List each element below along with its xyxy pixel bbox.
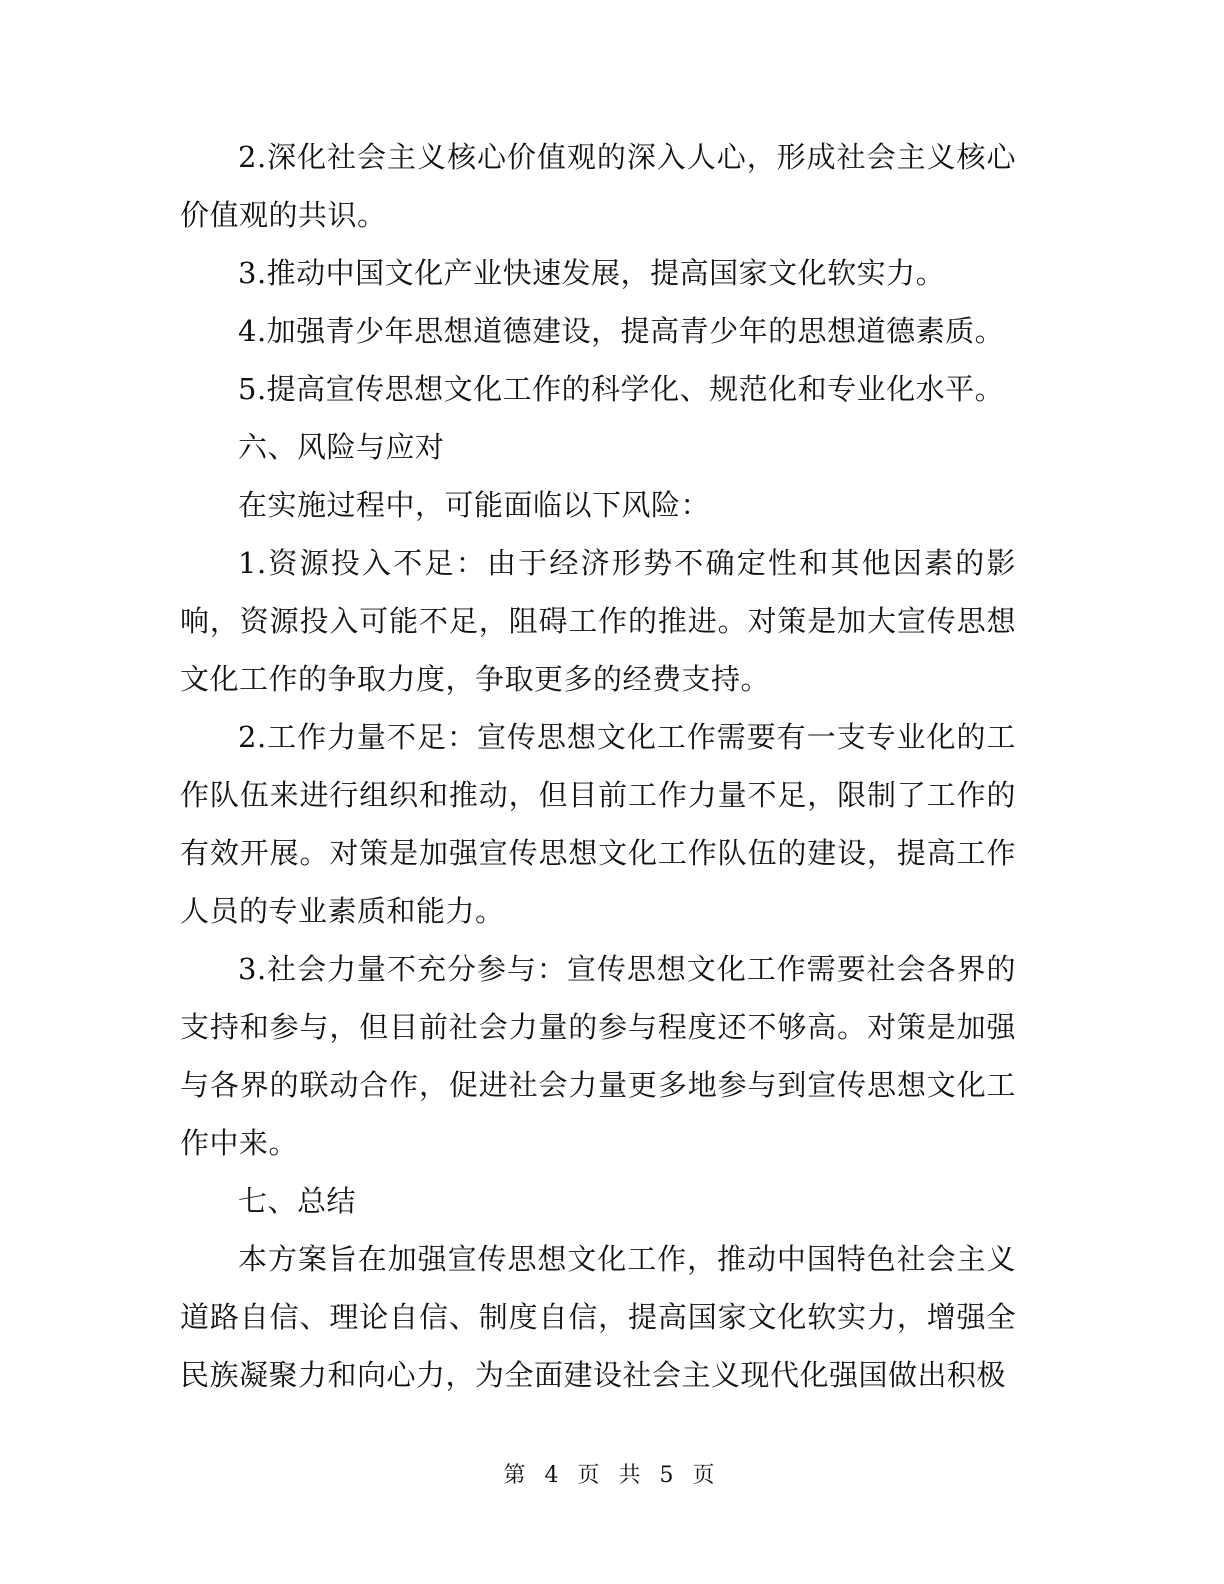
paragraph-goal-2: 2.深化社会主义核心价值观的深入人心，形成社会主义核心价值观的共识。 bbox=[180, 140, 1016, 232]
paragraph-risks-intro: 在实施过程中，可能面临以下风险： bbox=[238, 488, 711, 522]
paragraph-risk-2: 2.工作力量不足：宣传思想文化工作需要有一支专业化的工作队伍来进行组织和推动，但目前工作力量不足，限制了工作的有效开展。对策是加强宣传思想文化工作队伍的建设，提高工作人员的专业素质和能力。 bbox=[180, 720, 1016, 928]
section-heading-summary: 七、总结 bbox=[238, 1184, 357, 1218]
page-number-footer: 第 4 页 共 5 页 bbox=[503, 1463, 721, 1488]
paragraph-risk-3: 3.社会力量不充分参与：宣传思想文化工作需要社会各界的支持和参与，但目前社会力量的参与程度还不够高。对策是加强与各界的联动合作，促进社会力量更多地参与到宣传思想文化工作中来。 bbox=[180, 952, 1016, 1160]
paragraph-summary: 本方案旨在加强宣传思想文化工作，推动中国特色社会主义道路自信、理论自信、制度自信，提高国家文化软实力，增强全民族凝聚力和向心力，为全面建设社会主义现代化强国做出积极 bbox=[180, 1242, 1016, 1392]
section-heading-risks: 六、风险与应对 bbox=[238, 430, 445, 464]
paragraph-risk-1: 1.资源投入不足：由于经济形势不确定性和其他因素的影响，资源投入可能不足，阻碍工作的推进。对策是加大宣传思想文化工作的争取力度，争取更多的经费支持。 bbox=[180, 546, 1016, 696]
paragraph-goal-4: 4.加强青少年思想道德建设，提高青少年的思想道德素质。 bbox=[238, 314, 1005, 348]
document-body bbox=[180, 128, 1016, 1404]
paragraph-goal-3: 3.推动中国文化产业快速发展，提高国家文化软实力。 bbox=[238, 256, 946, 290]
paragraph-goal-5: 5.提高宣传思想文化工作的科学化、规范化和专业化水平。 bbox=[238, 372, 1005, 406]
